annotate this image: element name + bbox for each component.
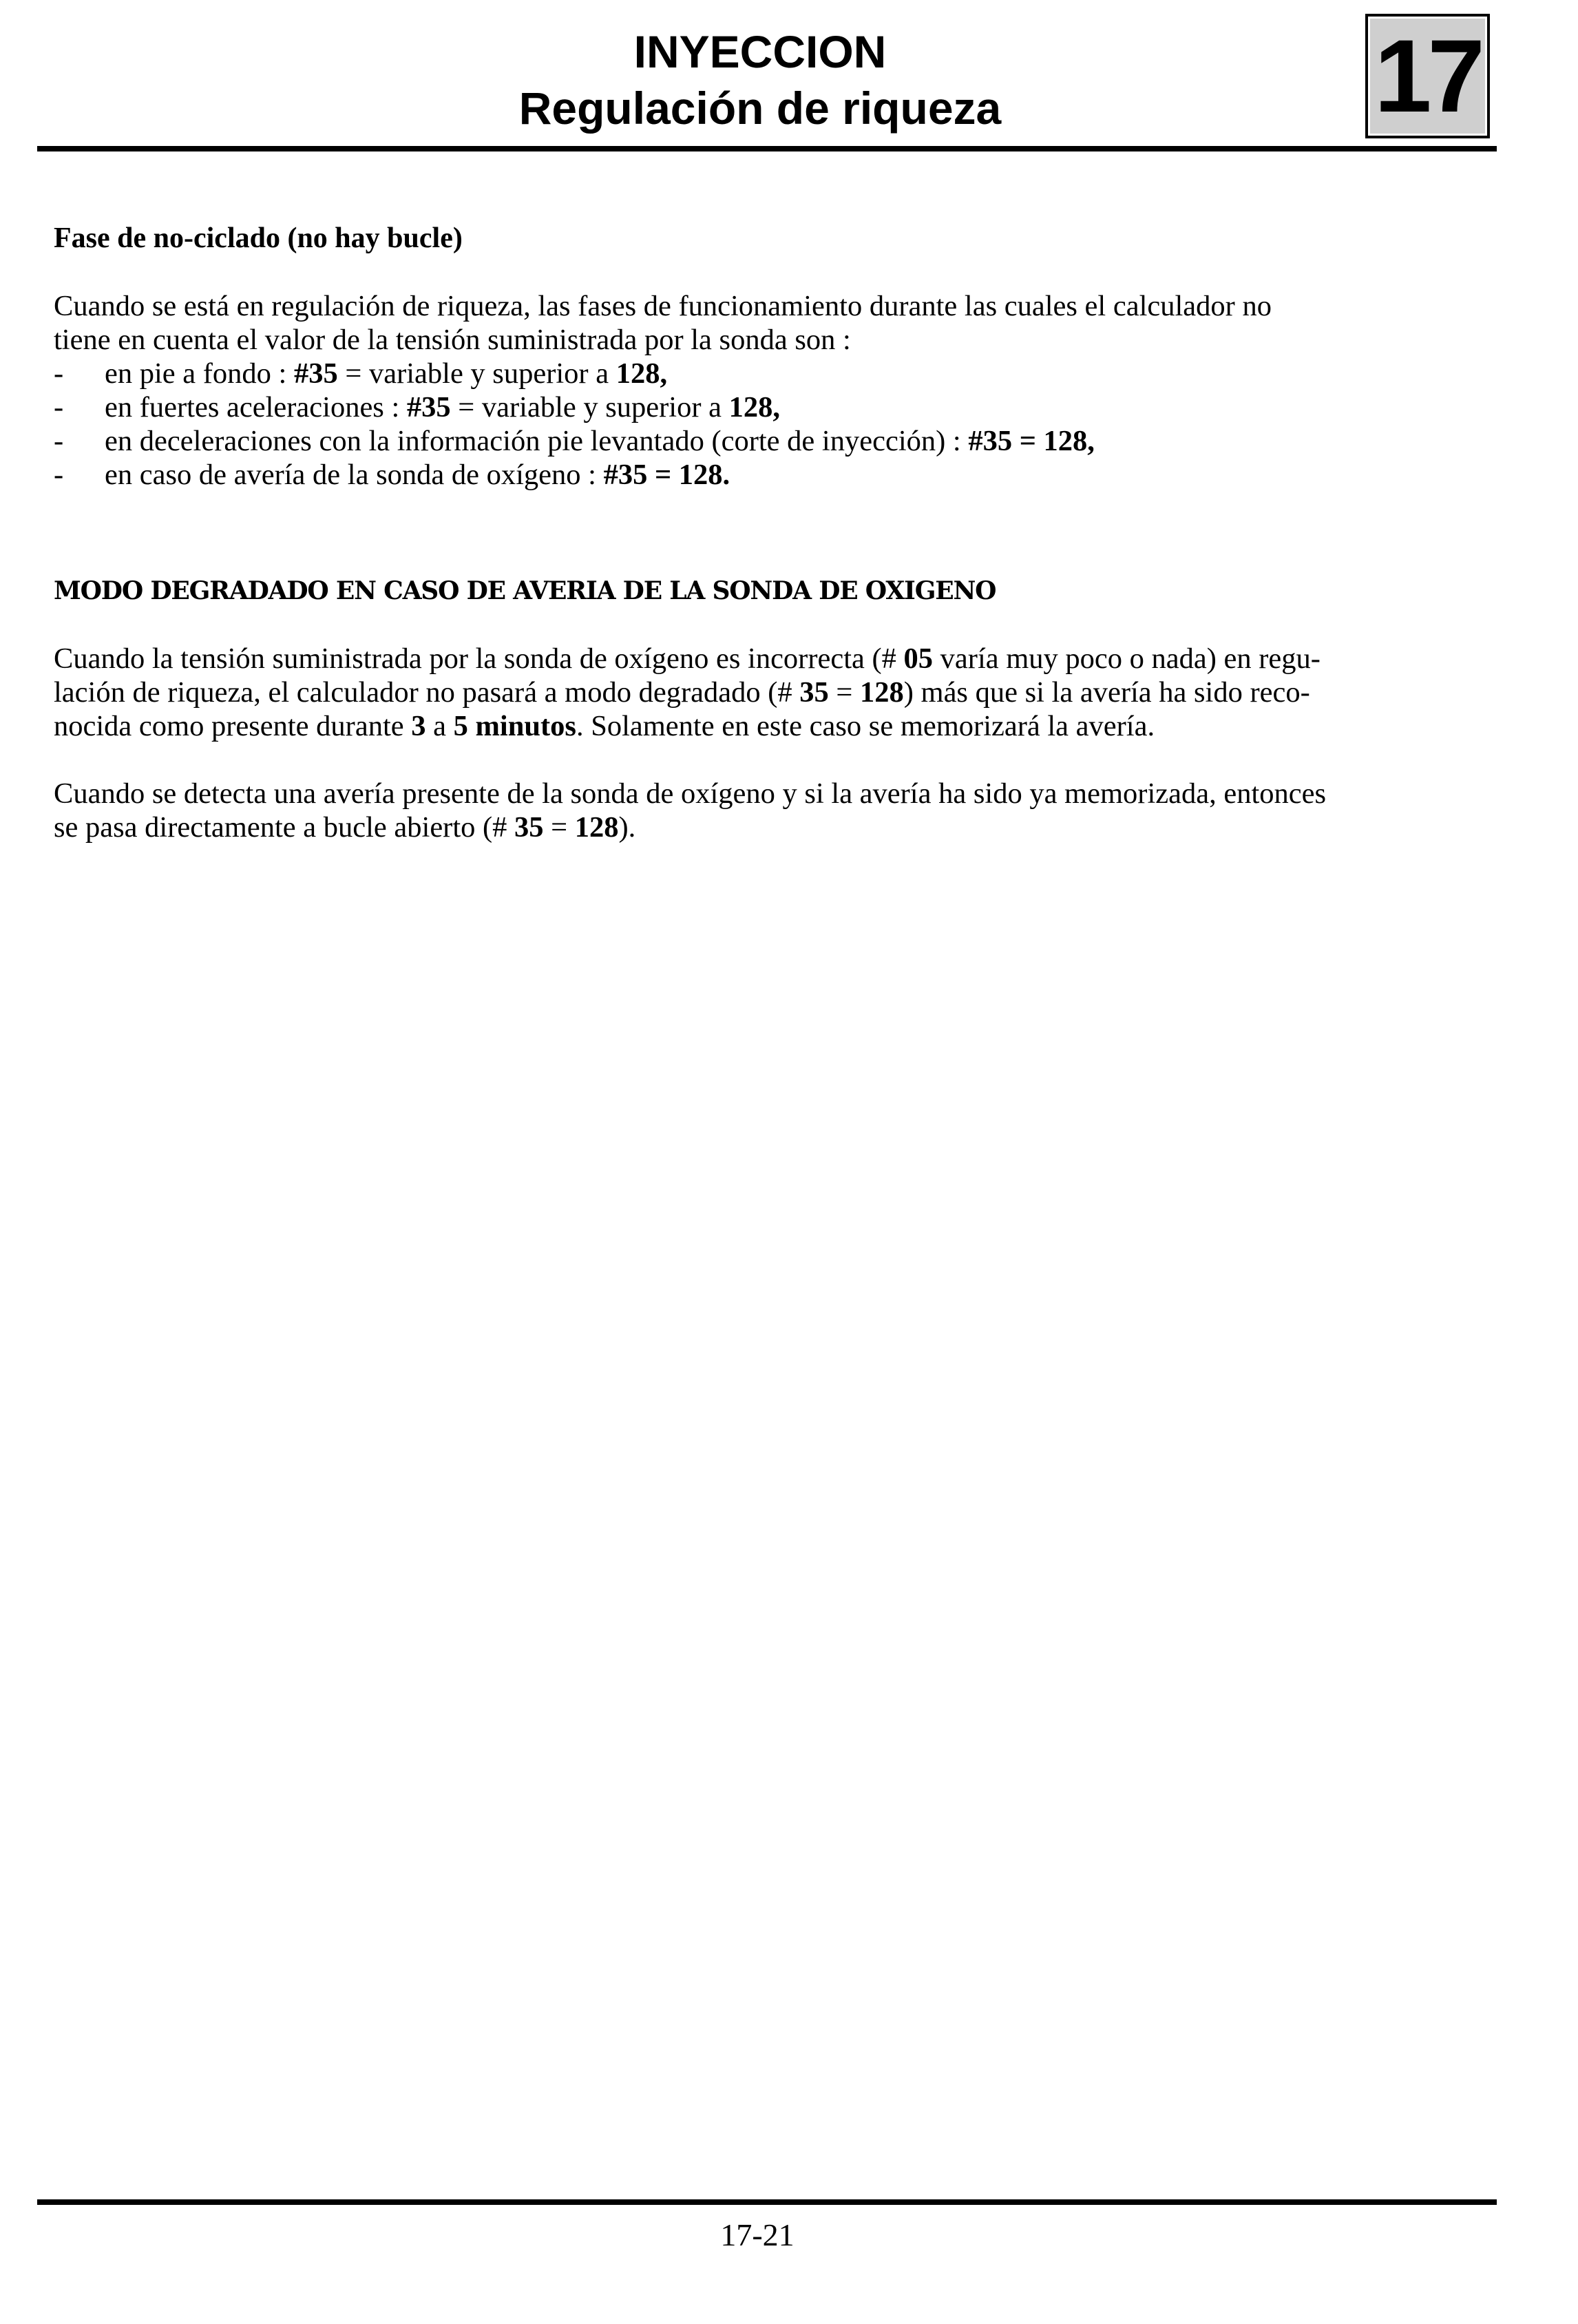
page-number: 17-21 <box>720 2217 795 2252</box>
list-item <box>54 424 1458 458</box>
chapter-number-box: 17 <box>1365 14 1490 138</box>
page-title-line-2: Regulación de riqueza <box>518 83 1002 134</box>
list-dash: - <box>54 425 64 457</box>
list-item-value: #35 = 128. <box>603 459 730 491</box>
list-item-value: 128, <box>728 391 780 423</box>
section2-para1-line-3: nocida como presente durante 3 a 5 minutos. Solamente en este caso se memorizará la avería. <box>54 710 1155 742</box>
page-title-line-1: INYECCION <box>633 26 887 77</box>
section2-para1-line-2: lación de riqueza, el calculador no pasará a modo degradado (# 35 = 128) más que si la avería ha sido reco- <box>54 676 1310 709</box>
section2-para2-line-1: Cuando se detecta una avería presente de la sonda de oxígeno y si la avería ha sido ya memorizada, entonces <box>54 777 1327 810</box>
page-content <box>54 222 1458 844</box>
header-divider <box>37 146 1497 151</box>
list-dash: - <box>54 459 64 491</box>
section1-intro-line-1: Cuando se está en regulación de riqueza, las fases de funcionamiento durante las cuales el calculador no <box>54 290 1272 322</box>
list-item-value: #35 = 128, <box>968 425 1095 457</box>
list-item-text: = variable y superior a <box>337 357 616 390</box>
section2-para1-line-1: Cuando la tensión suministrada por la sonda de oxígeno es incorrecta (# 05 varía muy poco o nada) en regu- <box>54 642 1321 675</box>
list-item-value: 128, <box>616 357 668 390</box>
list-item-text: en pie a fondo : <box>105 357 294 390</box>
footer-divider <box>37 2199 1497 2205</box>
list-item-text: en caso de avería de la sonda de oxígeno : <box>105 459 604 491</box>
list-dash: - <box>54 391 64 423</box>
list-item <box>54 357 1458 390</box>
list-item <box>54 390 1458 424</box>
list-item-text: = variable y superior a <box>450 391 729 423</box>
page-header <box>37 0 1497 153</box>
section2-para2-line-2: se pasa directamente a bucle abierto (# 35 = 128). <box>54 811 636 844</box>
list-item-text: en deceleraciones con la información pie levantado (corte de inyección) : <box>105 425 969 457</box>
list-item <box>54 458 1458 492</box>
list-dash: - <box>54 357 64 390</box>
section1-intro-line-2: tiene en cuenta el valor de la tensión suministrada por la sonda son : <box>54 324 851 356</box>
list-item-text: en fuertes aceleraciones : <box>105 391 407 423</box>
page-title <box>37 23 1483 136</box>
section-title-modo-degradado: MODO DEGRADADO EN CASO DE AVERIA DE LA SONDA DE OXIGENO <box>54 576 996 605</box>
list-item-value: #35 <box>406 391 451 423</box>
section-title-no-ciclado: Fase de no-ciclado (no hay bucle) <box>54 222 463 254</box>
list-item-value: #35 <box>293 357 338 390</box>
